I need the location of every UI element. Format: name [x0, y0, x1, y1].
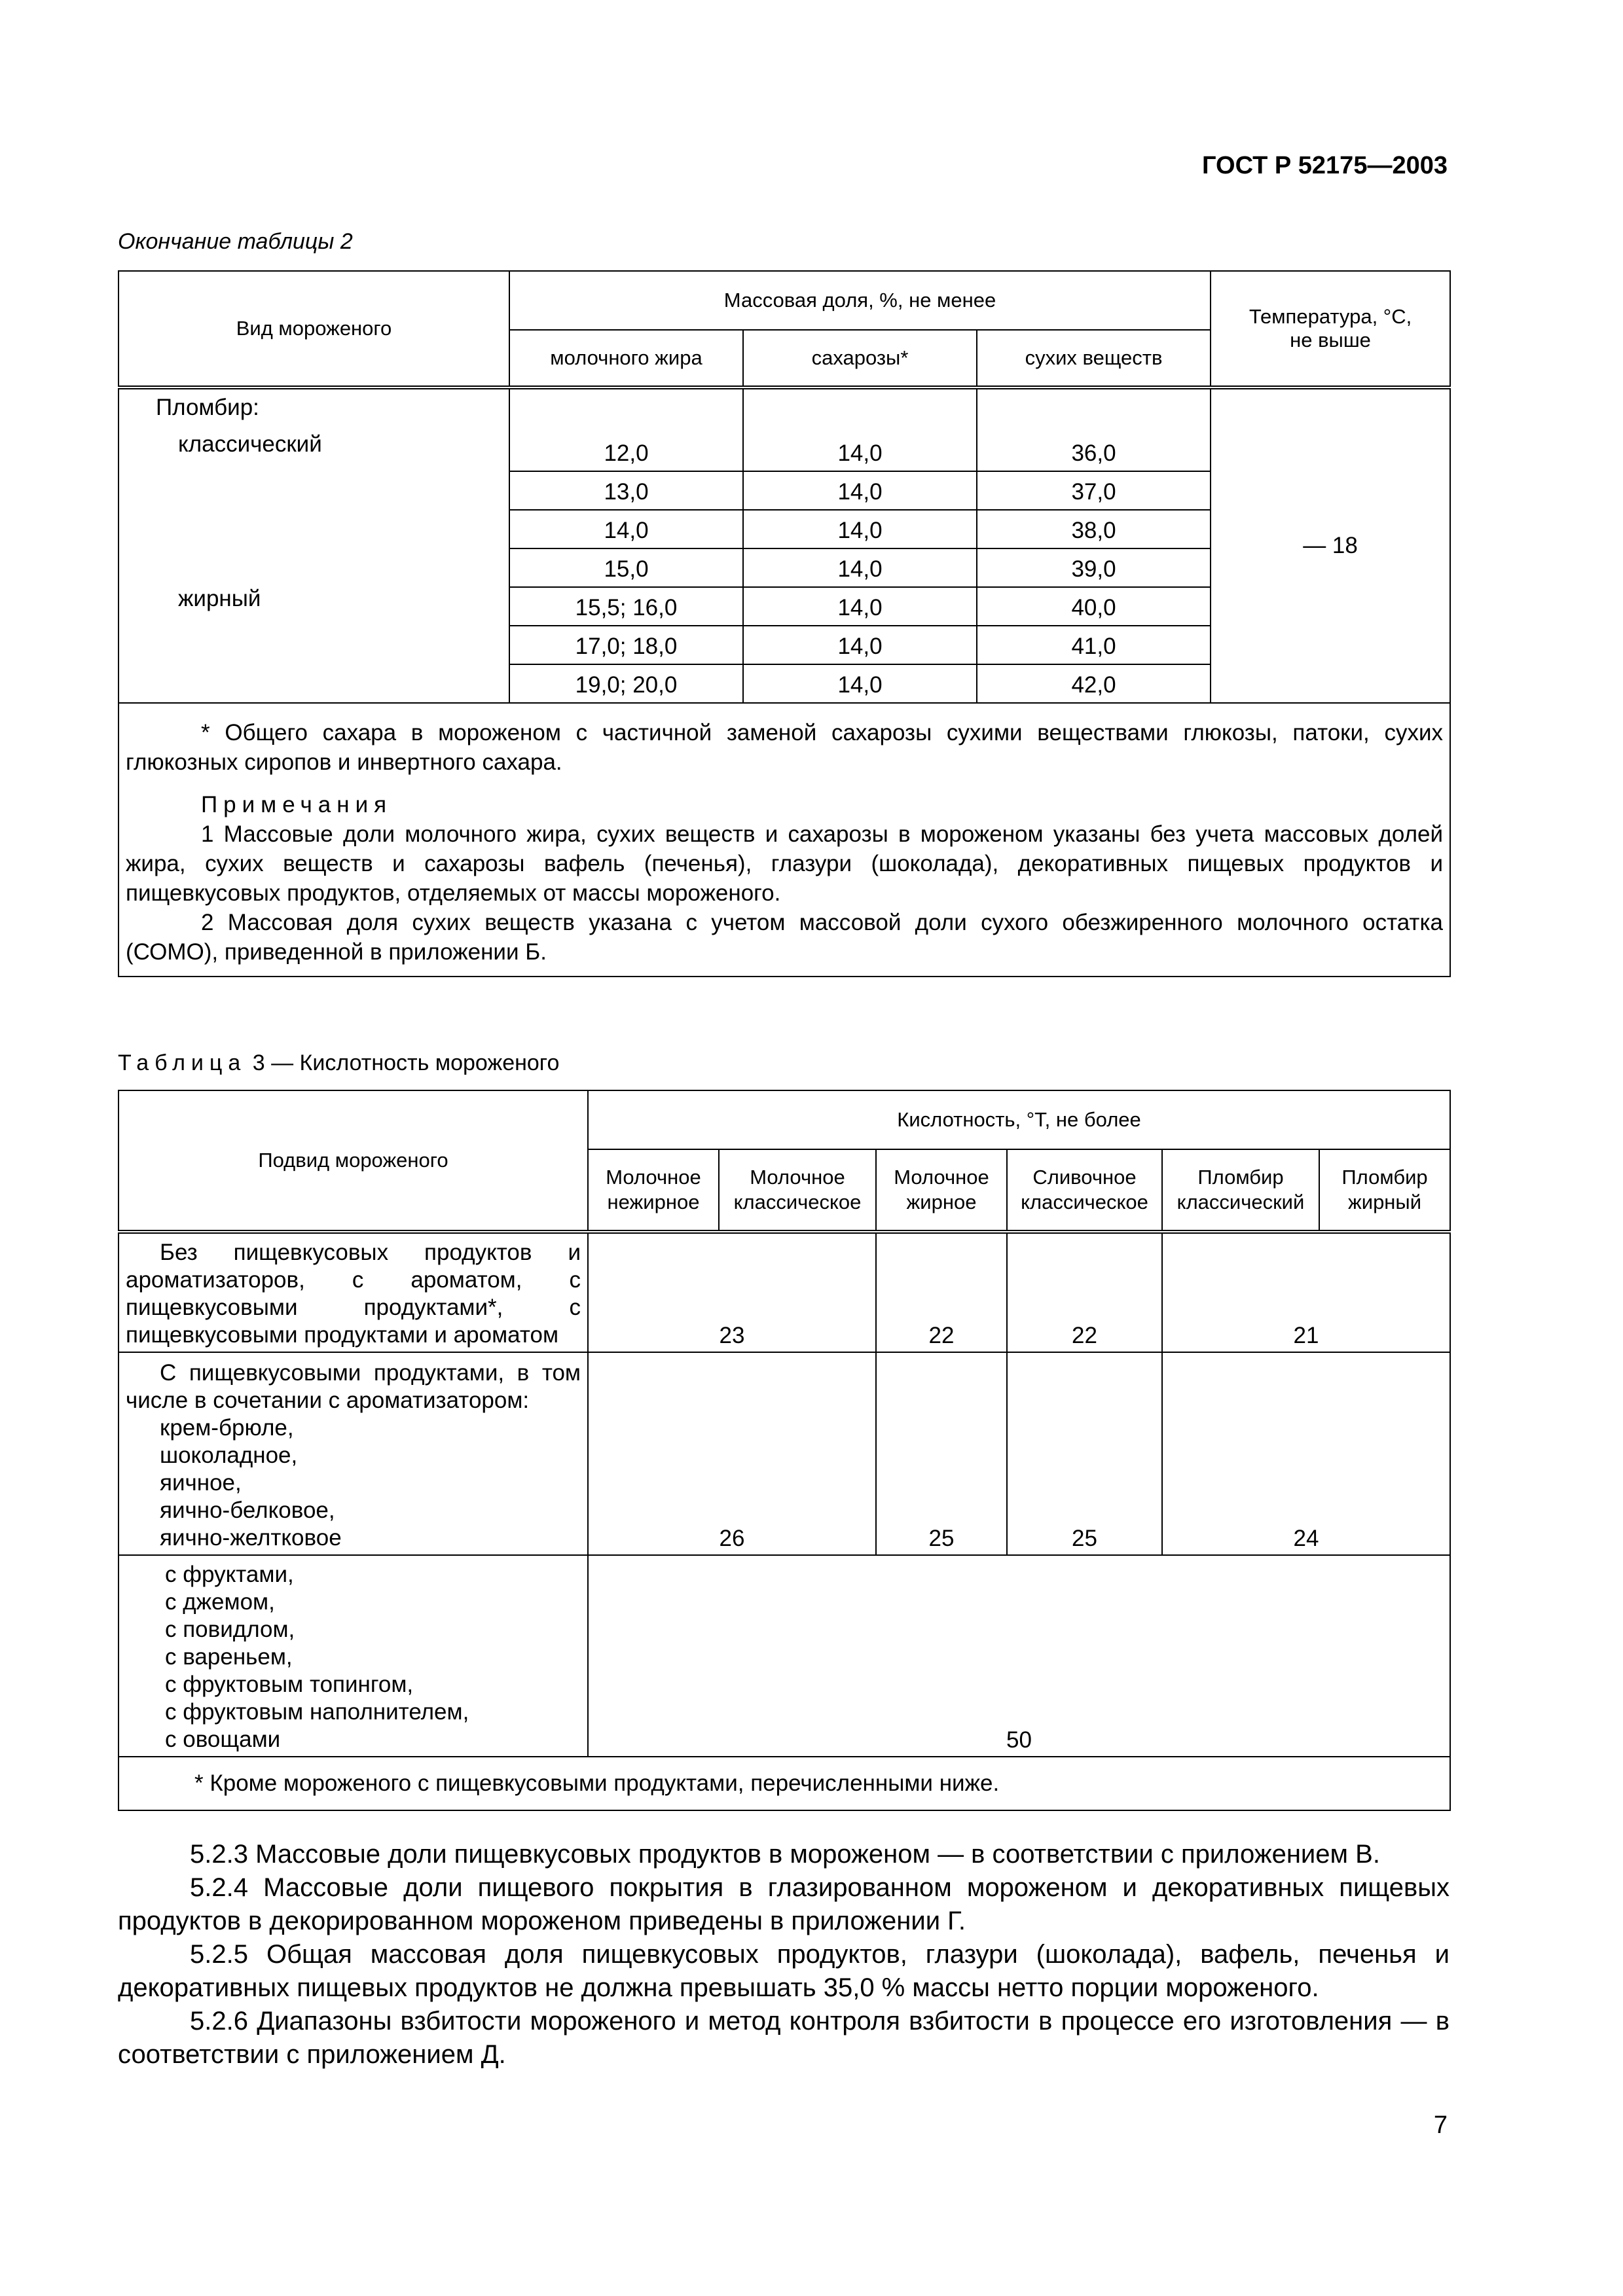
table2-footnotes [119, 703, 1450, 977]
table3-footnote: * Кроме мороженого с пищевкусовыми продуктами, перечисленными ниже. [119, 1757, 1450, 1810]
list-item: с фруктовым топингом, [165, 1672, 414, 1697]
header-milk-skim: Молочное нежирное [588, 1149, 719, 1232]
body-text [118, 1838, 1450, 2072]
row1-value-plombir: 21 [1162, 1232, 1450, 1352]
header-sucrose: сахарозы* [743, 330, 977, 387]
header-subkind: Подвид мороженого [119, 1090, 588, 1232]
table2-footnote: * Общего сахара в мороженом с частичной заменой сахарозы сухими веществами глюкозы, патоки, сухих глюкозных сиропов и инвертного сахара. [126, 720, 1444, 775]
clause-5-2-5: 5.2.5 Общая массовая доля пищевкусовых продуктов, глазури (шоколада), вафель, печенья и декоративных пищевых продуктов не должна превышать 35,0 % массы нетто порции мороженого. [118, 1940, 1450, 2002]
clause-5-2-3: 5.2.3 Массовые доли пищевкусовых продуктов в мороженом — в соответствии с приложением В. [190, 1840, 1380, 1869]
list-item: шоколадное, [160, 1443, 298, 1468]
header-mass-fraction: Массовая доля, %, не менее [509, 271, 1211, 330]
header-kind: Вид мороженого [119, 271, 509, 387]
list-item: с вареньем, [165, 1644, 293, 1670]
header-solids: сухих веществ [977, 330, 1211, 387]
cell-milk-fat: 17,0; 18,0 [509, 626, 743, 664]
cell-milk-fat: 14,0 [509, 510, 743, 548]
list-item: крем-брюле, [160, 1415, 294, 1441]
cell-sucrose: 14,0 [743, 510, 977, 548]
header-acidity: Кислотность, °Т, не более [588, 1090, 1450, 1149]
table2 [118, 270, 1451, 977]
cell-solids: 38,0 [977, 510, 1211, 548]
note-2: 2 Массовая доля сухих веществ указана с учетом массовой доли сухого обезжиренного молочного остатка (СОМО), приведенной в приложении Б. [126, 910, 1444, 965]
row3-value: 50 [588, 1555, 1450, 1757]
header-milk-fat: Молочное жирное [876, 1149, 1007, 1232]
table3 [118, 1090, 1451, 1811]
list-item: яично-желтковое [160, 1525, 342, 1551]
header-milk-classic: Молочное классическое [719, 1149, 876, 1232]
row2-label [119, 1352, 588, 1555]
row2-value-milk: 26 [588, 1352, 876, 1555]
cell-solids: 40,0 [977, 587, 1211, 626]
table3-caption [118, 1050, 559, 1076]
row2-value-plombir: 24 [1162, 1352, 1450, 1555]
table3-caption-rest: 3 — Кислотность мороженого [246, 1050, 560, 1075]
header-plombir-classic: Пломбир классический [1162, 1149, 1319, 1232]
header-cream-classic: Сливочное классическое [1007, 1149, 1162, 1232]
row1-label [119, 1232, 588, 1352]
list-item: с фруктами, [165, 1562, 294, 1587]
table3-caption-prefix: Таблица [118, 1050, 247, 1075]
list-item: с фруктовым наполнителем, [165, 1699, 469, 1725]
clause-5-2-6: 5.2.6 Диапазоны взбитости мороженого и метод контроля взбитости в процессе его изготовления — в соответствии с приложением Д. [118, 2007, 1450, 2069]
kind-cell [119, 387, 509, 703]
clause-5-2-4: 5.2.4 Массовые доли пищевого покрытия в глазированном мороженом и декоративных пищевых продуктов в декорированном мороженом приведены в приложении Г. [118, 1873, 1450, 1935]
row1-label-text: Без пищевкусовых продуктов и ароматизаторов, с ароматом, с пищевкусовыми продуктами*, с пищевкусовыми продуктами и ароматом [126, 1240, 581, 1348]
cell-sucrose: 14,0 [743, 471, 977, 510]
list-item: с овощами [165, 1727, 281, 1752]
note-1: 1 Массовые доли молочного жира, сухих веществ и сахарозы в мороженом указаны без учета массовых долей жира, сухих веществ и сахарозы вафель (печенья), глазури (шоколада), декоративных пищевых продуктов и пищевкусовых продуктов, отделяемых от массы мороженого. [126, 821, 1444, 906]
document-code: ГОСТ Р 52175—2003 [1202, 152, 1448, 179]
row1-value-milk: 23 [588, 1232, 876, 1352]
notes-title: Примечания [201, 792, 393, 817]
cell-sucrose: 14,0 [743, 587, 977, 626]
header-temperature: Температура, °С, не выше [1211, 271, 1450, 387]
list-item: с джемом, [165, 1589, 275, 1615]
cell-milk-fat: 15,0 [509, 548, 743, 587]
cell-sucrose: 14,0 [743, 664, 977, 703]
table2-caption: Окончание таблицы 2 [118, 229, 353, 254]
list-item: яичное, [160, 1470, 242, 1496]
header-plombir-fat: Пломбир жирный [1319, 1149, 1450, 1232]
page-number: 7 [1433, 2111, 1448, 2139]
cell-sucrose: 14,0 [743, 548, 977, 587]
row2-value-cream: 25 [1007, 1352, 1162, 1555]
row2-label-text: С пищевкусовыми продуктами, в том числе в сочетании с ароматизатором: [126, 1360, 581, 1413]
kind-plombir: Пломбир: [156, 395, 259, 420]
kind-classic: классический [178, 431, 322, 457]
row2-value-milk-fat: 25 [876, 1352, 1007, 1555]
list-item: яично-белковое, [160, 1498, 335, 1523]
kind-fat: жирный [178, 586, 261, 611]
cell-solids: 42,0 [977, 664, 1211, 703]
cell-milk-fat: 13,0 [509, 471, 743, 510]
cell-milk-fat: 15,5; 16,0 [509, 587, 743, 626]
cell-sucrose: 14,0 [743, 387, 977, 471]
cell-solids: 39,0 [977, 548, 1211, 587]
row1-value-cream: 22 [1007, 1232, 1162, 1352]
cell-sucrose: 14,0 [743, 626, 977, 664]
list-item: с повидлом, [165, 1617, 295, 1642]
header-milk-fat: молочного жира [509, 330, 743, 387]
row1-value-milk-fat: 22 [876, 1232, 1007, 1352]
row3-label [119, 1555, 588, 1757]
cell-solids: 41,0 [977, 626, 1211, 664]
cell-solids: 36,0 [977, 387, 1211, 471]
cell-milk-fat: 19,0; 20,0 [509, 664, 743, 703]
cell-temperature: — 18 [1211, 387, 1450, 703]
cell-solids: 37,0 [977, 471, 1211, 510]
cell-milk-fat: 12,0 [509, 387, 743, 471]
